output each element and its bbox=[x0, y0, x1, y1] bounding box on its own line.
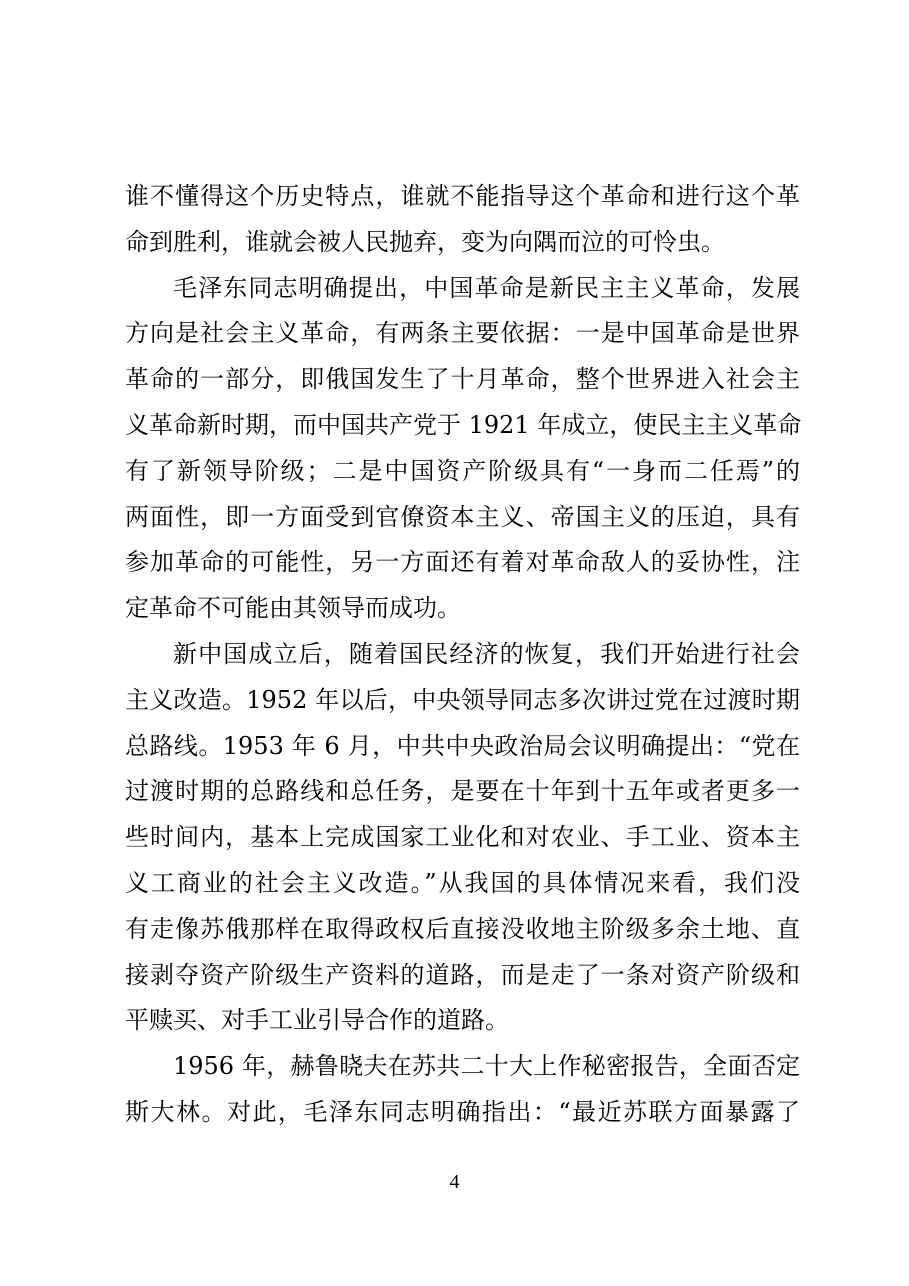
text-line: 主义改造。1952 年以后，中央领导同志多次讲过党在过渡时期 bbox=[125, 685, 800, 714]
text-line: 1956 年，赫鲁晓夫在苏共二十大上作秘密报告，全面否定 bbox=[173, 1052, 800, 1081]
text-line: 毛泽东同志明确提出，中国革命是新民主主义革命，发展 bbox=[173, 273, 800, 302]
text-line: 新中国成立后，随着国民经济的恢复，我们开始进行社会 bbox=[173, 639, 800, 668]
text-line: 命到胜利，谁就会被人民抛弃，变为向隅而泣的可怜虫。 bbox=[125, 227, 725, 256]
page-number: 4 bbox=[449, 1171, 460, 1193]
text-line: 平赎买、对手工业引导合作的道路。 bbox=[125, 1006, 509, 1035]
text-line: 些时间内，基本上完成国家工业化和对农业、手工业、资本主 bbox=[125, 823, 800, 852]
text-line: 参加革命的可能性，另一方面还有着对革命敌人的妥协性，注 bbox=[125, 548, 800, 577]
text-line: 接剥夺资产阶级生产资料的道路，而是走了一条对资产阶级和 bbox=[125, 960, 800, 989]
text-line: 总路线。1953 年 6 月，中共中央政治局会议明确提出：“党在 bbox=[125, 731, 800, 760]
text-line: 谁不懂得这个历史特点，谁就不能指导这个革命和进行这个革 bbox=[125, 182, 800, 210]
text-line: 方向是社会主义革命，有两条主要依据：一是中国革命是世界 bbox=[125, 319, 800, 348]
text-line: 两面性，即一方面受到官僚资本主义、帝国主义的压迫，具有 bbox=[125, 502, 800, 531]
text-line: 有走像苏俄那样在取得政权后直接没收地主阶级多余土地、直 bbox=[125, 914, 800, 943]
text-line: 斯大林。对此，毛泽东同志明确指出：“最近苏联方面暴露了 bbox=[125, 1097, 800, 1126]
text-line: 有了新领导阶级；二是中国资产阶级具有“一身而二任焉”的 bbox=[125, 456, 800, 485]
text-line: 义革命新时期，而中国共产党于 1921 年成立，使民主主义革命 bbox=[125, 410, 802, 439]
text-line: 过渡时期的总路线和总任务，是要在十年到十五年或者更多一 bbox=[125, 777, 800, 806]
text-line: 定革命不可能由其领导而成功。 bbox=[125, 594, 461, 623]
text-line: 义工商业的社会主义改造。”从我国的具体情况来看，我们没 bbox=[125, 868, 800, 897]
body-text bbox=[125, 174, 800, 1136]
text-line: 革命的一部分，即俄国发生了十月革命，整个世界进入社会主 bbox=[125, 365, 800, 394]
